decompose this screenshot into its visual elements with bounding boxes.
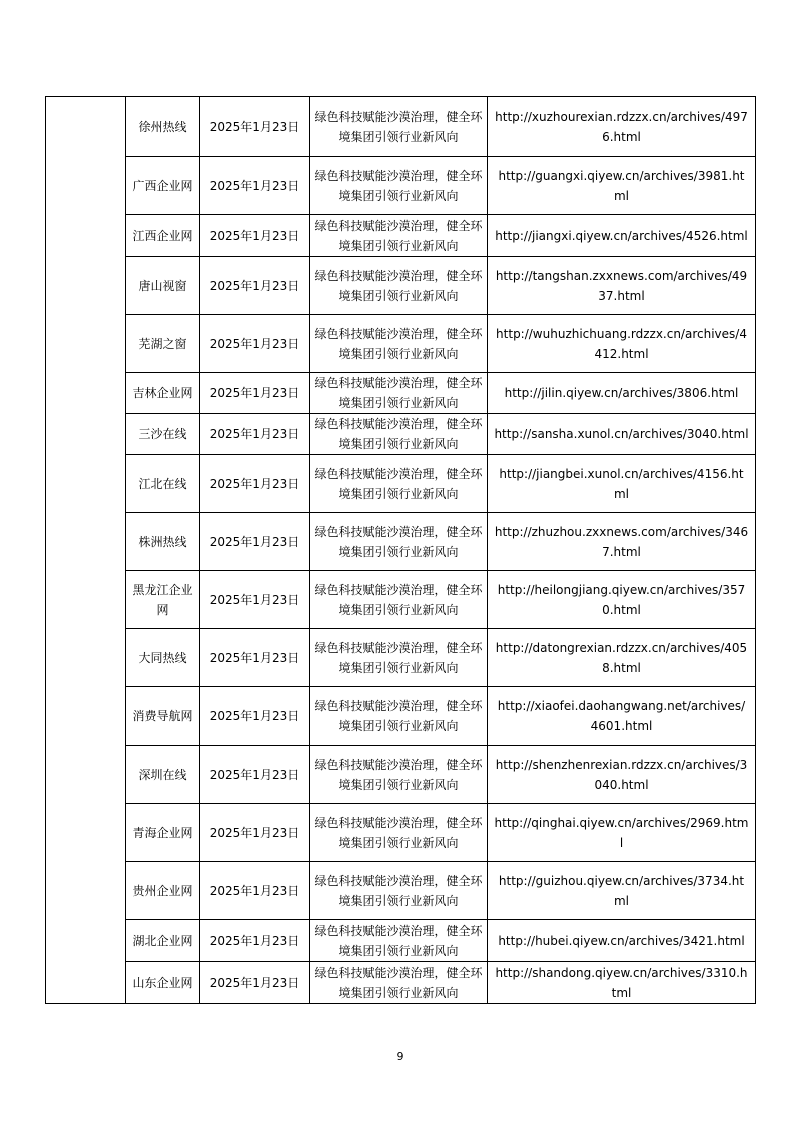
title-cell: 绿色科技赋能沙漠治理，健全环境集团引领行业新风向 <box>310 513 488 571</box>
url-cell: http://zhuzhou.zxxnews.com/archives/3467.html <box>488 513 756 571</box>
table-row <box>46 455 756 513</box>
date-cell: 2025年1月23日 <box>200 373 310 414</box>
title-cell: 绿色科技赋能沙漠治理，健全环境集团引领行业新风向 <box>310 687 488 746</box>
date-cell: 2025年1月23日 <box>200 862 310 920</box>
table-row <box>46 157 756 215</box>
url-cell: http://shandong.qiyew.cn/archives/3310.html <box>488 962 756 1004</box>
table-row <box>46 746 756 804</box>
table-row <box>46 215 756 257</box>
table-row <box>46 513 756 571</box>
media-coverage-table <box>45 96 756 1004</box>
url-cell: http://hubei.qiyew.cn/archives/3421.html <box>488 920 756 962</box>
table-body <box>46 97 756 1004</box>
date-cell: 2025年1月23日 <box>200 629 310 687</box>
url-cell: http://guangxi.qiyew.cn/archives/3981.html <box>488 157 756 215</box>
media-cell: 江西企业网 <box>126 215 200 257</box>
table-row <box>46 257 756 315</box>
table-row <box>46 962 756 1004</box>
date-cell: 2025年1月23日 <box>200 157 310 215</box>
date-cell: 2025年1月23日 <box>200 746 310 804</box>
title-cell: 绿色科技赋能沙漠治理，健全环境集团引领行业新风向 <box>310 629 488 687</box>
media-cell: 贵州企业网 <box>126 862 200 920</box>
table-row <box>46 414 756 455</box>
table-row <box>46 373 756 414</box>
table-row <box>46 571 756 629</box>
date-cell: 2025年1月23日 <box>200 455 310 513</box>
media-cell: 芜湖之窗 <box>126 315 200 373</box>
media-cell: 湖北企业网 <box>126 920 200 962</box>
table-row <box>46 862 756 920</box>
merged-first-column <box>46 97 126 1004</box>
media-cell: 青海企业网 <box>126 804 200 862</box>
media-cell: 徐州热线 <box>126 97 200 157</box>
media-cell: 山东企业网 <box>126 962 200 1004</box>
url-cell: http://wuhuzhichuang.rdzzx.cn/archives/4412.html <box>488 315 756 373</box>
date-cell: 2025年1月23日 <box>200 414 310 455</box>
title-cell: 绿色科技赋能沙漠治理，健全环境集团引领行业新风向 <box>310 215 488 257</box>
url-cell: http://jiangxi.qiyew.cn/archives/4526.html <box>488 215 756 257</box>
url-cell: http://tangshan.zxxnews.com/archives/4937.html <box>488 257 756 315</box>
media-cell: 株洲热线 <box>126 513 200 571</box>
date-cell: 2025年1月23日 <box>200 513 310 571</box>
url-cell: http://xiaofei.daohangwang.net/archives/4601.html <box>488 687 756 746</box>
url-cell: http://shenzhenrexian.rdzzx.cn/archives/3040.html <box>488 746 756 804</box>
title-cell: 绿色科技赋能沙漠治理，健全环境集团引领行业新风向 <box>310 746 488 804</box>
title-cell: 绿色科技赋能沙漠治理，健全环境集团引领行业新风向 <box>310 862 488 920</box>
title-cell: 绿色科技赋能沙漠治理，健全环境集团引领行业新风向 <box>310 920 488 962</box>
url-cell: http://xuzhourexian.rdzzx.cn/archives/4976.html <box>488 97 756 157</box>
url-cell: http://jilin.qiyew.cn/archives/3806.html <box>488 373 756 414</box>
url-cell: http://datongrexian.rdzzx.cn/archives/4058.html <box>488 629 756 687</box>
url-cell: http://guizhou.qiyew.cn/archives/3734.html <box>488 862 756 920</box>
date-cell: 2025年1月23日 <box>200 97 310 157</box>
table-row <box>46 629 756 687</box>
media-cell: 吉林企业网 <box>126 373 200 414</box>
media-cell: 黑龙江企业网 <box>126 571 200 629</box>
media-cell: 深圳在线 <box>126 746 200 804</box>
title-cell: 绿色科技赋能沙漠治理，健全环境集团引领行业新风向 <box>310 804 488 862</box>
media-cell: 大同热线 <box>126 629 200 687</box>
media-cell: 江北在线 <box>126 455 200 513</box>
table-row <box>46 97 756 157</box>
title-cell: 绿色科技赋能沙漠治理，健全环境集团引领行业新风向 <box>310 373 488 414</box>
media-cell: 广西企业网 <box>126 157 200 215</box>
title-cell: 绿色科技赋能沙漠治理，健全环境集团引领行业新风向 <box>310 97 488 157</box>
title-cell: 绿色科技赋能沙漠治理，健全环境集团引领行业新风向 <box>310 962 488 1004</box>
url-cell: http://jiangbei.xunol.cn/archives/4156.html <box>488 455 756 513</box>
table-row <box>46 804 756 862</box>
title-cell: 绿色科技赋能沙漠治理，健全环境集团引领行业新风向 <box>310 315 488 373</box>
date-cell: 2025年1月23日 <box>200 257 310 315</box>
date-cell: 2025年1月23日 <box>200 804 310 862</box>
date-cell: 2025年1月23日 <box>200 920 310 962</box>
url-cell: http://sansha.xunol.cn/archives/3040.html <box>488 414 756 455</box>
url-cell: http://heilongjiang.qiyew.cn/archives/3570.html <box>488 571 756 629</box>
table-row <box>46 315 756 373</box>
table-row <box>46 920 756 962</box>
title-cell: 绿色科技赋能沙漠治理，健全环境集团引领行业新风向 <box>310 414 488 455</box>
media-cell: 唐山视窗 <box>126 257 200 315</box>
page-number: 9 <box>396 1050 404 1063</box>
title-cell: 绿色科技赋能沙漠治理，健全环境集团引领行业新风向 <box>310 571 488 629</box>
url-cell: http://qinghai.qiyew.cn/archives/2969.html <box>488 804 756 862</box>
date-cell: 2025年1月23日 <box>200 571 310 629</box>
date-cell: 2025年1月23日 <box>200 687 310 746</box>
media-cell: 三沙在线 <box>126 414 200 455</box>
media-cell: 消费导航网 <box>126 687 200 746</box>
date-cell: 2025年1月23日 <box>200 315 310 373</box>
title-cell: 绿色科技赋能沙漠治理，健全环境集团引领行业新风向 <box>310 157 488 215</box>
title-cell: 绿色科技赋能沙漠治理，健全环境集团引领行业新风向 <box>310 455 488 513</box>
date-cell: 2025年1月23日 <box>200 962 310 1004</box>
title-cell: 绿色科技赋能沙漠治理，健全环境集团引领行业新风向 <box>310 257 488 315</box>
date-cell: 2025年1月23日 <box>200 215 310 257</box>
table-row <box>46 687 756 746</box>
